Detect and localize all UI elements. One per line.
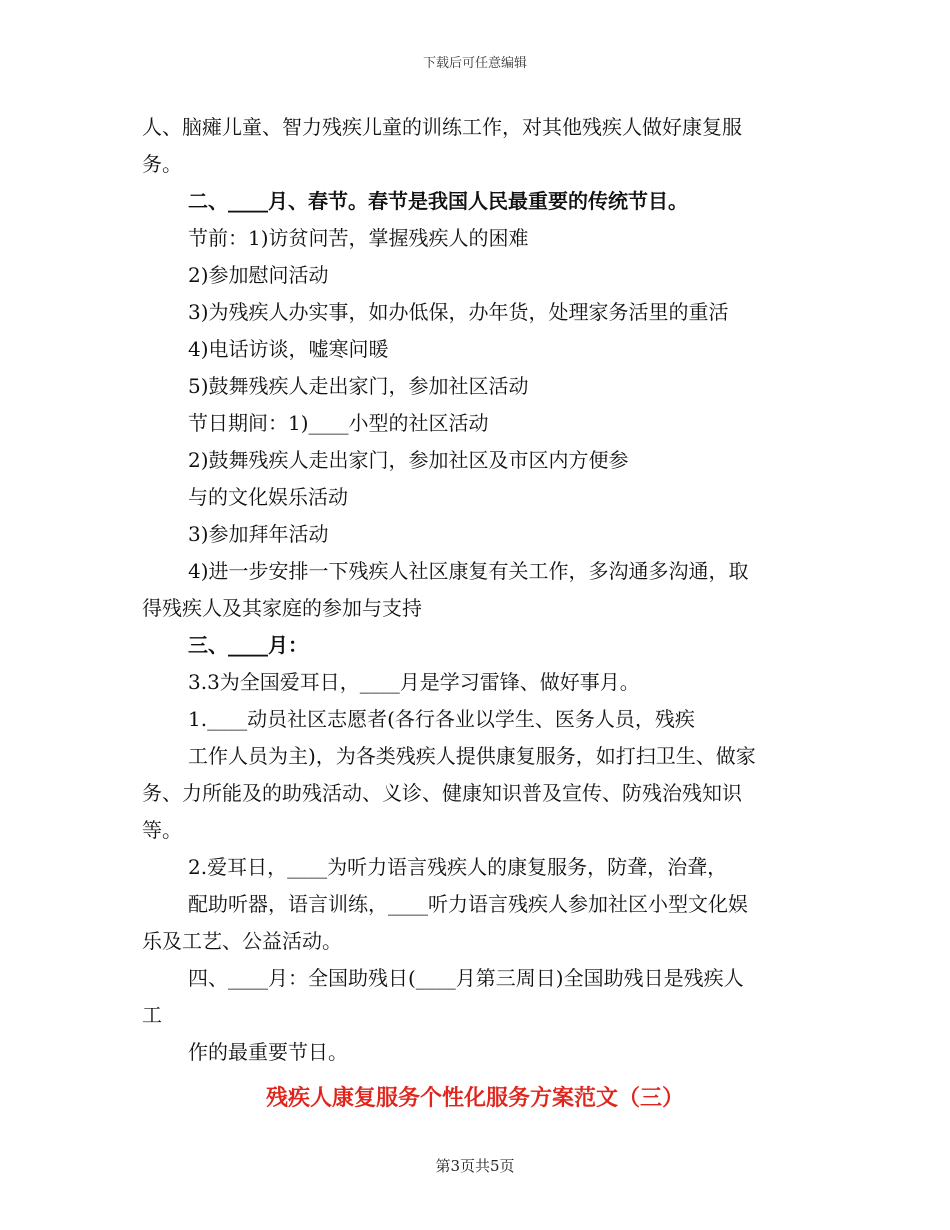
text-line: 3)参加拜年活动: [188, 522, 329, 546]
text-line: 节日期间：1)____小型的社区活动: [188, 411, 489, 435]
text-line: 5)鼓舞残疾人走出家门，参加社区活动: [188, 374, 529, 398]
text-line: 人、脑瘫儿童、智力残疾儿童的训练工作，对其他残疾人做好康复服: [142, 115, 742, 139]
text-line: 1.____动员社区志愿者(各行各业以学生、医务人员，残疾: [188, 707, 695, 731]
text-line: 4)电话访谈，嘘寒问暖: [188, 337, 389, 361]
text-line: 工: [142, 1003, 162, 1027]
text-line: 2)参加慰问活动: [188, 263, 329, 287]
text-line: 作的最重要节日。: [188, 1040, 348, 1064]
text-line: 工作人员为主)，为各类残疾人提供康复服务，如打扫卫生、做家: [188, 744, 756, 768]
text-line: 得残疾人及其家庭的参加与支持: [142, 596, 422, 620]
text-line: 务、力所能及的助残活动、义诊、健康知识普及宣传、防残治残知识: [142, 781, 742, 805]
text-line: 4)进一步安排一下残疾人社区康复有关工作，多沟通多沟通，取: [188, 559, 749, 583]
section-heading: 三、____月：: [188, 633, 308, 657]
text-line: 四、____月：全国助残日(____月第三周日)全国助残日是残疾人: [188, 966, 744, 990]
text-line: 3.3为全国爱耳日，____月是学习雷锋、做好事月。: [188, 670, 640, 694]
text-line: 务。: [142, 152, 182, 176]
text-line: 2.爱耳日，____为听力语言残疾人的康复服务，防聋，治聋，: [188, 855, 728, 879]
section-heading: 二、____月、春节。春节是我国人民最重要的传统节目。: [188, 189, 688, 213]
text-line: 与的文化娱乐活动: [188, 485, 348, 509]
text-line: 3)为残疾人办实事，如办低保，办年货，处理家务活里的重活: [188, 300, 729, 324]
text-line: 2)鼓舞残疾人走出家门，参加社区及市区内方便参: [188, 448, 629, 472]
section-title: 残疾人康复服务个性化服务方案范文（三）: [265, 1085, 684, 1111]
text-line: 等。: [142, 818, 182, 842]
text-line: 配助听器，语言训练，____听力语言残疾人参加社区小型文化娱: [188, 892, 748, 916]
text-line: 乐及工艺、公益活动。: [142, 929, 342, 953]
page-footer: 第3页共5页: [435, 1157, 515, 1175]
text-line: 节前：1)访贫问苦，掌握残疾人的困难: [188, 226, 529, 250]
page-header: 下载后可任意编辑: [422, 56, 527, 71]
